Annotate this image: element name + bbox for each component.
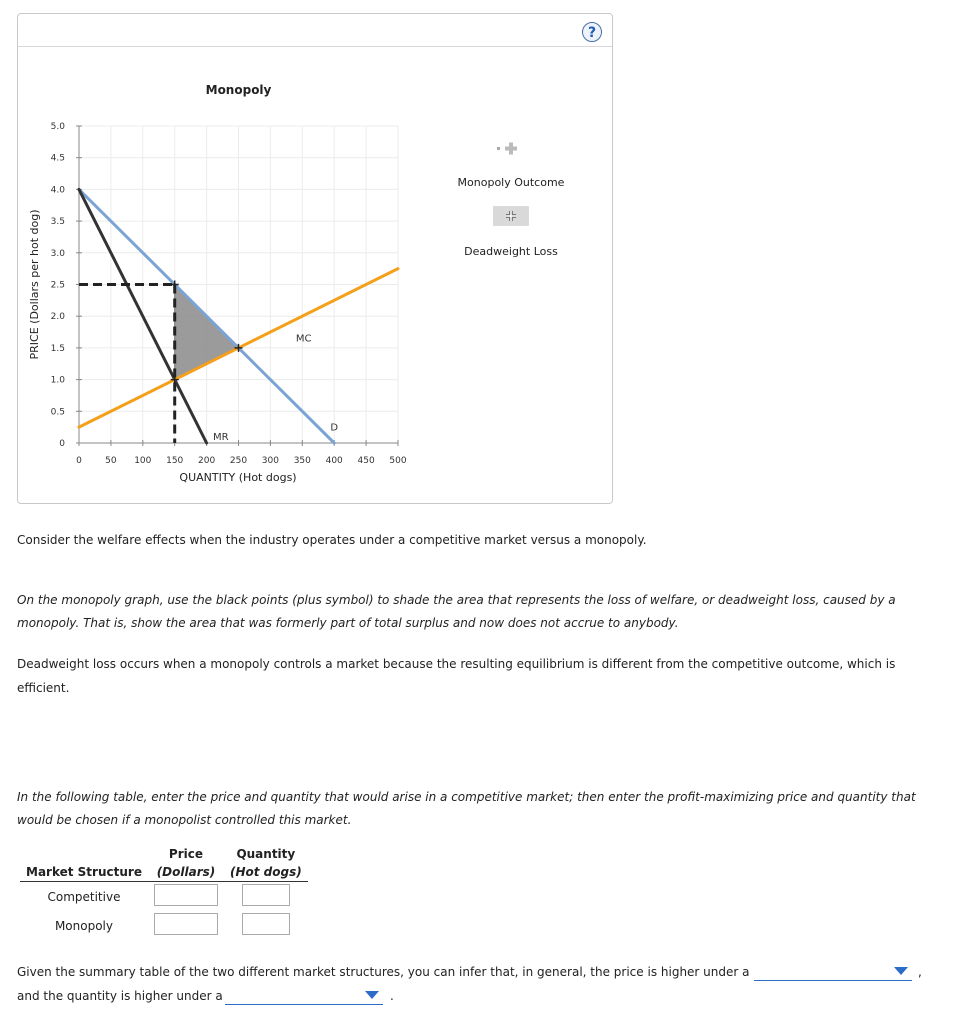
competitive-quantity-input[interactable] [242, 884, 290, 906]
monopoly-price-input[interactable] [154, 913, 218, 935]
chevron-down-icon [894, 967, 908, 975]
quantity-header-bottom: (Hot dogs) [229, 865, 302, 879]
table-instruction-line-2: would be chosen if a monopolist controlled this market. [17, 813, 352, 827]
quantity-header-top: Quantity [236, 847, 296, 861]
quantity-higher-dropdown[interactable] [225, 986, 383, 1005]
x-tick-label: 400 [325, 456, 343, 466]
y-tick-label: 1.5 [50, 343, 65, 354]
explanation-line-1: Deadweight loss occurs when a monopoly controls a market because the resulting equilibrium is different from the competitive outcome, which is [17, 657, 896, 671]
price-header-top: Price [168, 847, 203, 861]
y-tick-label: 3.5 [50, 217, 65, 228]
y-tick-label: 2.0 [50, 312, 65, 323]
x-tick-label: 200 [198, 456, 216, 466]
structure-header: Market Structure [26, 865, 142, 879]
y-tick-label: 3.0 [50, 248, 65, 259]
series-label-mc: MC [295, 333, 312, 345]
row-label-competitive: Competitive [47, 889, 121, 904]
legend-monopoly-outcome: Monopoly Outcome [457, 176, 565, 189]
summary-line-2: and the quantity is higher under a [17, 989, 223, 1003]
y-tick-label: 0.5 [50, 407, 65, 418]
chevron-down-icon [365, 991, 379, 999]
monopoly-chart[interactable] [18, 14, 612, 503]
y-tick-label: 4.5 [50, 153, 65, 164]
deadweight-loss-plus-icon [493, 206, 529, 226]
legend-dot [497, 147, 500, 150]
intro-text: Consider the welfare effects when the industry operates under a competitive market versus a monopoly. [17, 533, 647, 547]
row-label-monopoly: Monopoly [54, 918, 113, 933]
x-tick-label: 0 [76, 456, 82, 466]
y-tick-label: 4.0 [50, 185, 65, 196]
x-tick-label: 300 [261, 456, 279, 466]
y-tick-label: 0 [59, 439, 65, 449]
market-structure-table [20, 845, 308, 940]
summary-period: . [390, 989, 394, 1003]
price-header-bottom: (Dollars) [156, 865, 216, 879]
x-tick-label: 350 [293, 456, 311, 466]
instruction-line-2: monopoly. That is, show the area that was formerly part of total surplus and now does not accrue to anybody. [17, 616, 679, 630]
x-tick-label: 250 [229, 456, 248, 466]
chart-title: Monopoly [205, 83, 272, 97]
x-tick-label: 50 [105, 456, 117, 466]
competitive-price-input[interactable] [154, 884, 218, 906]
help-icon[interactable]: ? [582, 22, 602, 42]
summary-line-1: Given the summary table of the two different market structures, you can infer that, in general, the price is higher under a [17, 965, 750, 979]
table-instruction-line-1: In the following table, enter the price and quantity that would arise in a competitive market; then enter the profit-maximizing price and quantity that [17, 790, 916, 804]
summary-comma: , [918, 965, 922, 979]
x-tick-label: 100 [134, 456, 152, 466]
graph-panel [17, 13, 613, 504]
x-tick-label: 150 [166, 456, 184, 466]
monopoly-outcome-plus-icon [497, 143, 517, 155]
series-label-mr: MR [212, 431, 229, 443]
monopoly-quantity-input[interactable] [242, 913, 290, 935]
x-axis-label: QUANTITY (Hot dogs) [179, 471, 297, 484]
price-higher-dropdown[interactable] [754, 962, 912, 981]
y-tick-label: 2.5 [50, 280, 65, 291]
explanation-line-2: efficient. [17, 681, 70, 695]
instruction-line-1: On the monopoly graph, use the black points (plus symbol) to shade the area that represents the loss of welfare, or deadweight loss, caused by a [17, 593, 896, 607]
x-tick-label: 500 [389, 456, 407, 466]
y-tick-label: 5.0 [50, 122, 65, 132]
x-tick-label: 450 [357, 456, 375, 466]
y-tick-label: 1.0 [50, 375, 65, 386]
legend-deadweight-loss: Deadweight Loss [464, 245, 558, 258]
y-axis-label: PRICE (Dollars per hot dog) [28, 209, 41, 360]
series-label-d: D [330, 422, 339, 434]
legend-plus [505, 143, 517, 155]
